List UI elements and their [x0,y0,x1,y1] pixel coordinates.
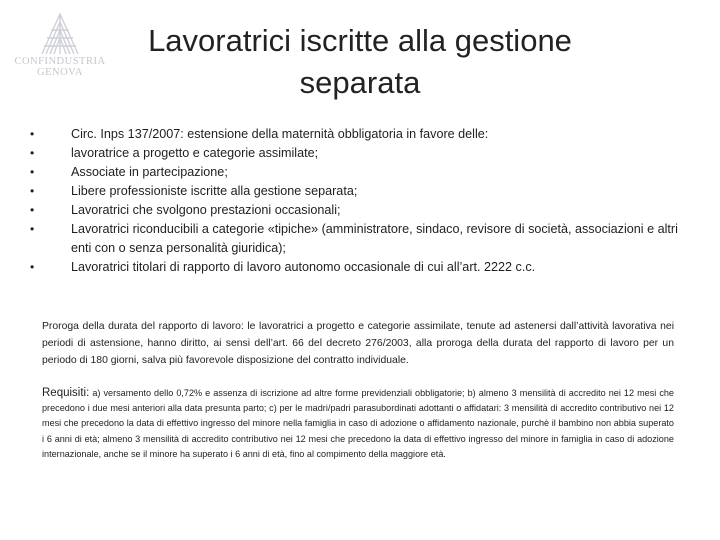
list-item-text: Circ. Inps 137/2007: estensione della maternità obbligatoria in favore delle: [71,127,489,141]
proroga-paragraph [42,318,674,369]
list-item [26,182,686,201]
title-line2: separata [299,65,421,100]
list-item-text: Associate in partecipazione; [71,165,228,179]
list-item [26,144,686,163]
title-line1: Lavoratrici iscritte alla gestione [148,23,572,58]
page-title [95,20,625,104]
logo-text-line1: CONFINDUSTRIA [14,56,106,67]
bullet-icon: • [30,165,35,179]
bullet-list [26,125,686,277]
list-item [26,220,686,258]
requisiti-lead: Requisiti: [42,387,90,399]
list-item-text: lavoratrice a progetto e categorie assimilate; [71,146,319,160]
list-item [26,258,686,277]
bullet-icon: • [30,127,35,141]
proroga-text: le lavoratrici a progetto e categorie assimilate, tenute ad astenersi dall’attività lavorativa nei periodi di astensione, hanno diritto, ai sensi dell’art. 66 del decreto 276/2003, alla proroga della durata del rapporto di lavoro per un periodo di 180 giorni, salva più favorevole disposizione del contratto individuale. [42,321,674,366]
requisiti-paragraph [42,386,674,462]
confindustria-logo [14,10,106,86]
list-item-text: Lavoratrici riconducibili a categorie «tipiche» (amministratore, sindaco, revisore di società, associazioni e altri enti con o senza personalità giuridica); [71,222,678,255]
bullet-icon: • [30,260,35,274]
list-item [26,201,686,220]
list-item-text: Libere professioniste iscritte alla gestione separata; [71,184,358,198]
list-item-text: Lavoratrici che svolgono prestazioni occasionali; [71,203,341,217]
bullet-icon: • [30,222,35,236]
requisiti-text: a) versamento dello 0,72% e assenza di iscrizione ad altre forme previdenziali obbligatorie; b) almeno 3 mensilità di accredito nei 12 mesi che precedono i due mesi anteriori alla data presunta parto; c) per le madri/padri parasubordinati adottanti o affidatari: 3 mensilità di accredito contributivo nei 12 mesi che precedono la data di effettivo ingresso del minore nella famiglia in caso di adozione o affidamento nazionale, purchè il bambino non abbia superato i 6 anni di età; almeno 3 mensilità di accredito contributivo nei 12 mesi che precedono la data di effettivo ingresso del minore in famiglia in caso di adozione internazionale, anche se il minore ha superato i 6 anni di età, fino al compimento della maggiore età. [42,388,674,459]
list-item [26,163,686,182]
bullet-icon: • [30,184,35,198]
list-item-text: Lavoratrici titolari di rapporto di lavoro autonomo occasionale di cui all’art. 2222 c.c. [71,260,536,274]
logo-text-line2: GENOVA [37,67,83,78]
list-item [26,125,686,144]
proroga-lead: Proroga della durata del rapporto di lavoro: [42,321,244,332]
bullet-icon: • [30,146,35,160]
logo-emblem-icon [38,10,82,56]
bullet-icon: • [30,203,35,217]
